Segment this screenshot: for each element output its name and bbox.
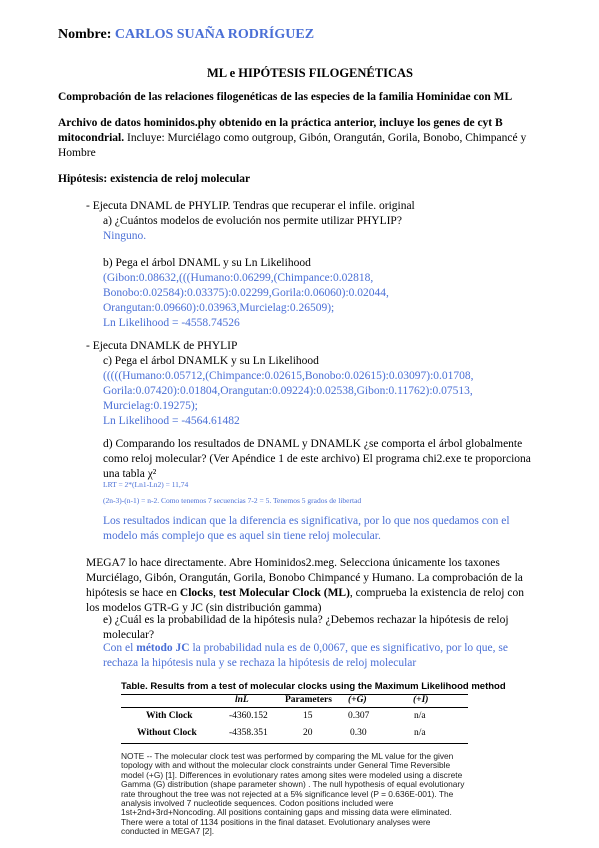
page-subtitle: Comprobación de las relaciones filogenéticas de las especies de la familia Hominidae con ML — [58, 91, 513, 103]
dnaml-tree-line: Orangutan:0.09660):0.03963,Murcielag:0.26509); — [103, 302, 335, 314]
name-label: Nombre: — [58, 27, 112, 42]
mega-answer-line: Con el método JC la probabilidad nula es de 0,0067, que es significativo, por lo que, se — [103, 642, 508, 654]
dnaml-likelihood: Ln Likelihood = -4558.74526 — [103, 317, 240, 329]
clocks-menu-label: Clocks — [179, 587, 214, 599]
table-title: Table. Results from a test of molecular clocks using the Maximum Likelihood method — [121, 681, 506, 692]
archive-line-1: Archivo de datos hominidos.phy obtenido en la práctica anterior, incluye los genes de cyt B — [58, 117, 503, 129]
dnamlk-intro: - Ejecuta DNAMLK de PHYLIP — [86, 340, 238, 352]
table-cell-parameters: 20 — [303, 728, 313, 738]
archive-line-2 — [58, 131, 526, 146]
dnaml-tree-line: Bonobo:0.02584):0.03375):0.02299,Gorila:0.06060):0.02044, — [103, 287, 389, 299]
table-cell-invariant: n/a — [414, 728, 426, 738]
dnamlk-question-c: c) Pega el árbol DNAMLK y su Ln Likelihood — [103, 355, 319, 367]
table-cell-invariant: n/a — [414, 711, 426, 721]
dnaml-intro: - Ejecuta DNAML de PHYLIP. Tendras que recuperar el infile. original — [86, 200, 415, 212]
table-header-invariant: (+I) — [413, 695, 429, 705]
dnamlk-likelihood: Ln Likelihood = -4564.61482 — [103, 415, 240, 427]
compare-question-line: como reloj molecular? (Ver Apéndice 1 de este archivo) El programa chi2.exe te proporciona — [103, 453, 531, 465]
mega-paragraph — [86, 556, 524, 616]
compare-question — [103, 437, 531, 482]
jc-method-label: método JC — [136, 642, 190, 654]
table-row-label: With Clock — [146, 711, 193, 721]
hypothesis-title: Hipótesis: existencia de reloj molecular — [58, 173, 251, 185]
table-cell-gamma: 0.307 — [348, 711, 370, 721]
compare-result-line: modelo más complejo que es aquel sin tiene reloj molecular. — [103, 530, 381, 542]
compare-question-line: d) Comparando los resultados de DNAML y DNAMLK ¿se comporta el árbol globalmente — [103, 438, 523, 450]
table-cell-gamma: 0.30 — [350, 728, 367, 738]
table-cell-lnl: -4358.351 — [229, 728, 268, 738]
mega-line: MEGA7 lo hace directamente. Abre Hominidos2.meg. Selecciona únicamente los taxones — [86, 557, 500, 569]
compare-result-line: Los resultados indican que la diferencia es significativa, por lo que nos quedamos con el — [103, 515, 510, 527]
mega-line: los modelos GTR-G y JC (sin distribución gamma) — [86, 602, 322, 614]
mega-question-line: molecular? — [103, 629, 155, 641]
name-line — [58, 27, 314, 43]
mega-line: Murciélago, Gibón, Orangután, Gorila, Bonobo Chimpancé y Humano. La comprobación de la — [86, 572, 523, 584]
dnaml-question-a: a) ¿Cuántos modelos de evolución nos permite utilizar PHYLIP? — [103, 215, 402, 227]
table-header-parameters: Parameters — [285, 695, 332, 705]
archive-paragraph — [58, 116, 526, 161]
dnamlk-tree-line: Murcielag:0.19275); — [103, 400, 198, 412]
dnaml-tree — [103, 271, 389, 331]
mega-question-line: e) ¿Cuál es la probabilidad de la hipótesis nula? ¿Debemos rechazar la hipótesis de reloj — [103, 614, 509, 626]
mega-answer-e — [103, 641, 508, 671]
page-title: ML e HIPÓTESIS FILOGENÉTICAS — [207, 66, 413, 80]
table-note: NOTE -- The molecular clock test was performed by comparing the ML value for the given topology with and without the molecular clock constraints under General Time Reversible model (+G) [1]. Differences in evolutionary rates among sites were modeled using a discrete Gamma (G) distribution (shape parameter shown) . The null hypothesis of equal evolutionary rate throughout the tree was not rejected at a 5% significance level (P = 0.636E-001). The analysis involved 7 nucleotide sequences. Codon positions included were 1st+2nd+3rd+Noncoding. All positions containing gaps and missing data were eliminated. There were a total of 1134 positions in the final dataset. Evolutionary analyses were conducted in MEGA7 [2]. — [121, 751, 465, 837]
lrt-formula: LRT = 2*(Ln1-Ln2) = 11,74 — [103, 480, 189, 489]
mega-question-e — [103, 613, 509, 643]
compare-question-line: una tabla χ² — [103, 468, 157, 480]
table-row-label: Without Clock — [137, 728, 197, 738]
table-cell-parameters: 15 — [303, 711, 313, 721]
table-cell-lnl: -4360.152 — [229, 711, 268, 721]
dnamlk-tree — [103, 369, 474, 429]
dnamlk-tree-line: Gorila:0.07420):0.01804,Orangutan:0.09224):0.02538,Gibon:0.11762):0.07513, — [103, 385, 473, 397]
table-header-rule — [121, 707, 468, 708]
archive-rest: Incluye: Murciélago como outgroup, Gibón, Orangután, Gorila, Bonobo, Chimpancé y — [124, 132, 527, 144]
mega-answer-line: rechaza la hipótesis nula y se rechaza la hipótesis de reloj molecular — [103, 657, 417, 669]
compare-result — [103, 514, 510, 544]
degrees-of-freedom: (2n-3)-(n-1) = n-2. Como tenemos 7 secuencias 7-2 = 5. Tenemos 5 grados de libertad — [103, 496, 362, 505]
archive-line-3: Hombre — [58, 147, 96, 159]
dnaml-answer-a: Ninguno. — [103, 230, 147, 242]
molecular-clock-test-label: test Molecular Clock (ML) — [218, 587, 350, 599]
table-header-gamma: (+G) — [348, 695, 367, 705]
name-value: CARLOS SUAÑA RODRÍGUEZ — [114, 27, 315, 42]
table-header-lnl: lnL — [235, 695, 249, 705]
dnaml-tree-line: (Gibon:0.08632,(((Humano:0.06299,(Chimpance:0.02818, — [103, 272, 374, 284]
mega-line: hipótesis se hace en Clocks, test Molecular Clock (ML), comprueba la existencia de reloj con — [86, 587, 524, 599]
table-bottom-rule — [121, 743, 468, 744]
archive-bold: mitocondrial. — [58, 132, 125, 144]
dnaml-question-b: b) Pega el árbol DNAML y su Ln Likelihood — [103, 257, 311, 269]
dnamlk-tree-line: (((((Humano:0.05712,(Chimpance:0.02615,Bonobo:0.02615):0.03097):0.01708, — [103, 370, 474, 382]
